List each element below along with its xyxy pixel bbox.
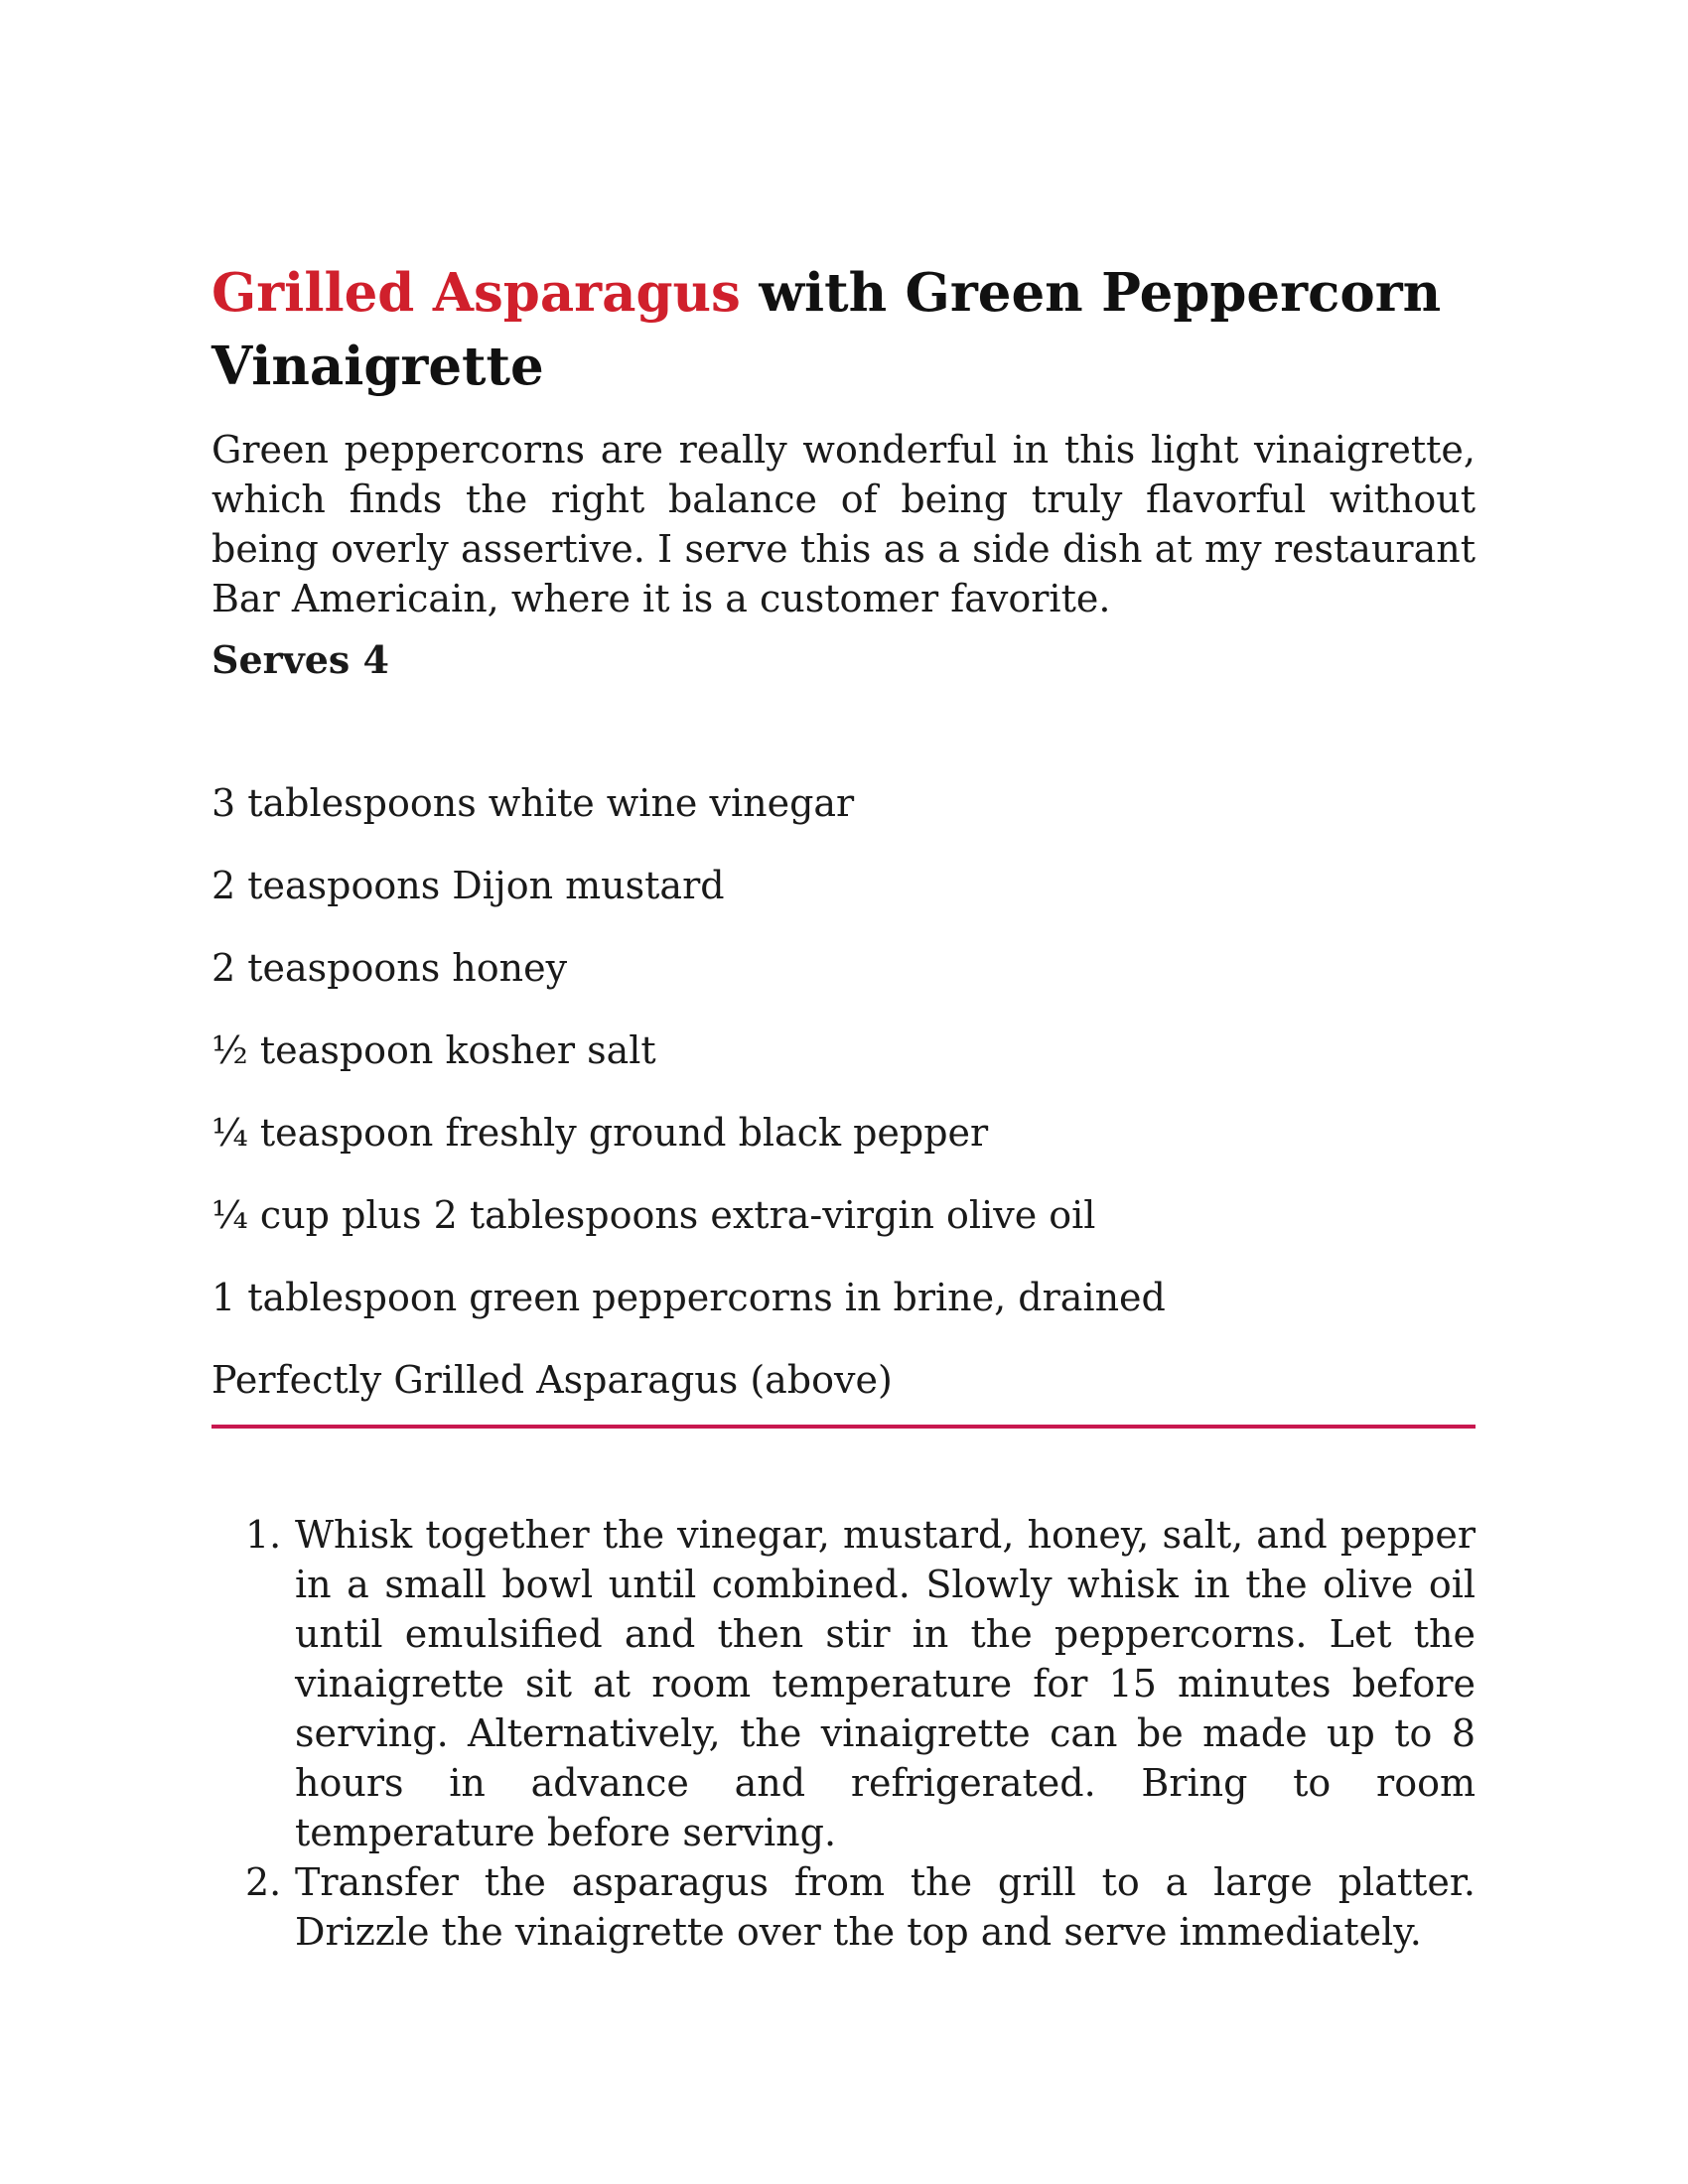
ingredient-list bbox=[211, 778, 1476, 1405]
method-step-text: Whisk together the vinegar, mustard, honey, salt, and pepper in a small bowl until combined. Slowly whisk in the olive oil until emulsified and then stir in the peppercorns. Let the vinaigrette sit at room temperature for 15 minutes before serving. Alternatively, the vinaigrette can be made up to 8 hours in advance and refrigerated. Bring to room temperature before serving. bbox=[295, 1513, 1476, 1854]
recipe-page bbox=[211, 256, 1476, 1957]
method-step-number: 2. bbox=[245, 1860, 282, 1904]
recipe-serves: Serves 4 bbox=[211, 637, 389, 682]
ingredient-item: 2 teaspoons Dijon mustard bbox=[211, 864, 725, 907]
recipe-intro: Green peppercorns are really wonderful in this light vinaigrette, which finds the right balance of being truly flavorful without being overly assertive. I serve this as a side dish at my restaurant Bar Americain, where it is a customer favorite. bbox=[211, 428, 1476, 620]
ingredient-item: 1 tablespoon green peppercorns in brine, drained bbox=[211, 1276, 1166, 1319]
method-steps bbox=[211, 1510, 1476, 1957]
ingredient-item: Perfectly Grilled Asparagus (above) bbox=[211, 1358, 893, 1402]
method-step-text: Transfer the asparagus from the grill to a large platter. Drizzle the vinaigrette over the top and serve immediately. bbox=[295, 1860, 1476, 1954]
ingredient-item: ½ teaspoon kosher salt bbox=[211, 1028, 656, 1072]
method-step-number: 1. bbox=[245, 1513, 282, 1557]
method-step bbox=[211, 1857, 1476, 1957]
recipe-title-accent: Grilled Asparagus bbox=[211, 262, 741, 324]
ingredient-item: ¼ cup plus 2 tablespoons extra-virgin olive oil bbox=[211, 1193, 1096, 1237]
recipe-title bbox=[211, 256, 1476, 403]
section-divider bbox=[211, 1425, 1476, 1429]
ingredient-item: 3 tablespoons white wine vinegar bbox=[211, 781, 855, 825]
method-step bbox=[211, 1510, 1476, 1857]
ingredient-item: 2 teaspoons honey bbox=[211, 946, 568, 990]
ingredient-item: ¼ teaspoon freshly ground black pepper bbox=[211, 1111, 989, 1155]
recipe-title-rest: with Green Peppercorn Vinaigrette bbox=[211, 262, 1442, 397]
